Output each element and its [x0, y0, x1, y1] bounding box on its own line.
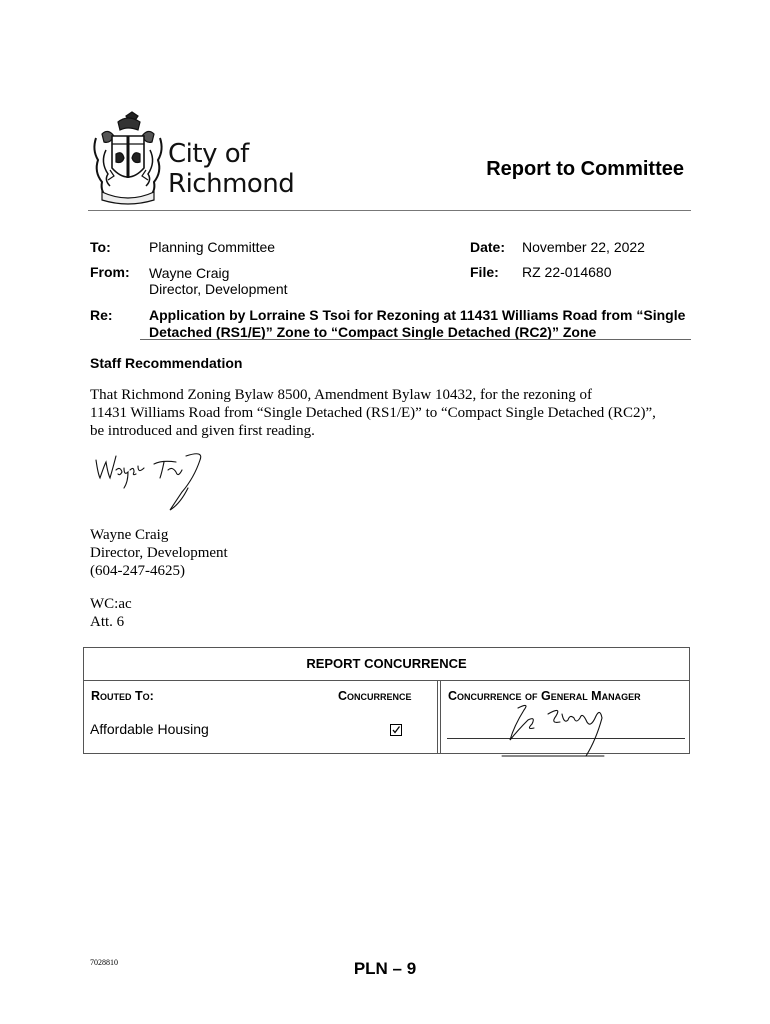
signature-wayne-craig	[90, 448, 220, 523]
file-value: RZ 22-014680	[522, 264, 612, 280]
recommendation-line-1: That Richmond Zoning Bylaw 8500, Amendment Bylaw 10432, for the rezoning of	[90, 387, 593, 403]
routed-to-header: Routed To:	[91, 689, 154, 703]
from-title: Director, Development	[149, 281, 288, 297]
gm-concurrence-header: Concurrence of General Manager	[448, 689, 641, 703]
column-divider	[437, 681, 438, 754]
recommendation-body	[90, 386, 690, 440]
to-value: Planning Committee	[149, 239, 276, 255]
city-name-line-1: City of	[168, 139, 249, 169]
recommendation-line-2: 11431 Williams Road from “Single Detached (RS1/E)” to “Compact Single Detached (RC2)”,	[90, 405, 656, 421]
table-header-divider	[83, 680, 690, 681]
date-label: Date:	[470, 239, 506, 255]
from-name: Wayne Craig	[149, 265, 230, 281]
re-subject: Application by Lorraine S Tsoi for Rezoning at 11431 Williams Road from “Single Detached (RS1/E)” Zone to “Compact Single Detached (RC2)” Zone	[149, 307, 686, 340]
date-value: November 22, 2022	[522, 239, 645, 255]
checkmark-icon	[391, 725, 401, 735]
from-label: From:	[90, 264, 130, 280]
signoff-title: Director, Development	[90, 545, 228, 561]
signature-general-manager	[500, 700, 610, 758]
re-label: Re:	[90, 307, 113, 323]
city-name-line-2: Richmond	[168, 169, 295, 199]
signoff-initials: WC:ac	[90, 596, 132, 612]
attachments-count: Att. 6	[90, 614, 125, 630]
page-identifier: PLN – 9	[353, 959, 417, 978]
document-number: 7028810	[90, 958, 118, 967]
signoff-name: Wayne Craig	[90, 527, 169, 543]
header-divider	[88, 210, 691, 211]
staff-recommendation-heading: Staff Recommendation	[90, 355, 243, 371]
recommendation-line-3: be introduced and given first reading.	[90, 423, 315, 439]
concurrence-header: Concurrence	[338, 689, 412, 703]
file-label: File:	[470, 264, 499, 280]
concurrence-checkbox[interactable]	[390, 724, 402, 736]
city-crest-logo	[88, 110, 168, 208]
routed-item-affordable-housing: Affordable Housing	[90, 721, 209, 737]
report-title: Report to Committee	[486, 158, 684, 180]
signoff-phone: (604-247-4625)	[90, 563, 185, 579]
subject-divider	[140, 339, 691, 340]
to-label: To:	[90, 239, 111, 255]
column-divider	[440, 681, 441, 754]
concurrence-title: REPORT CONCURRENCE	[306, 656, 467, 671]
